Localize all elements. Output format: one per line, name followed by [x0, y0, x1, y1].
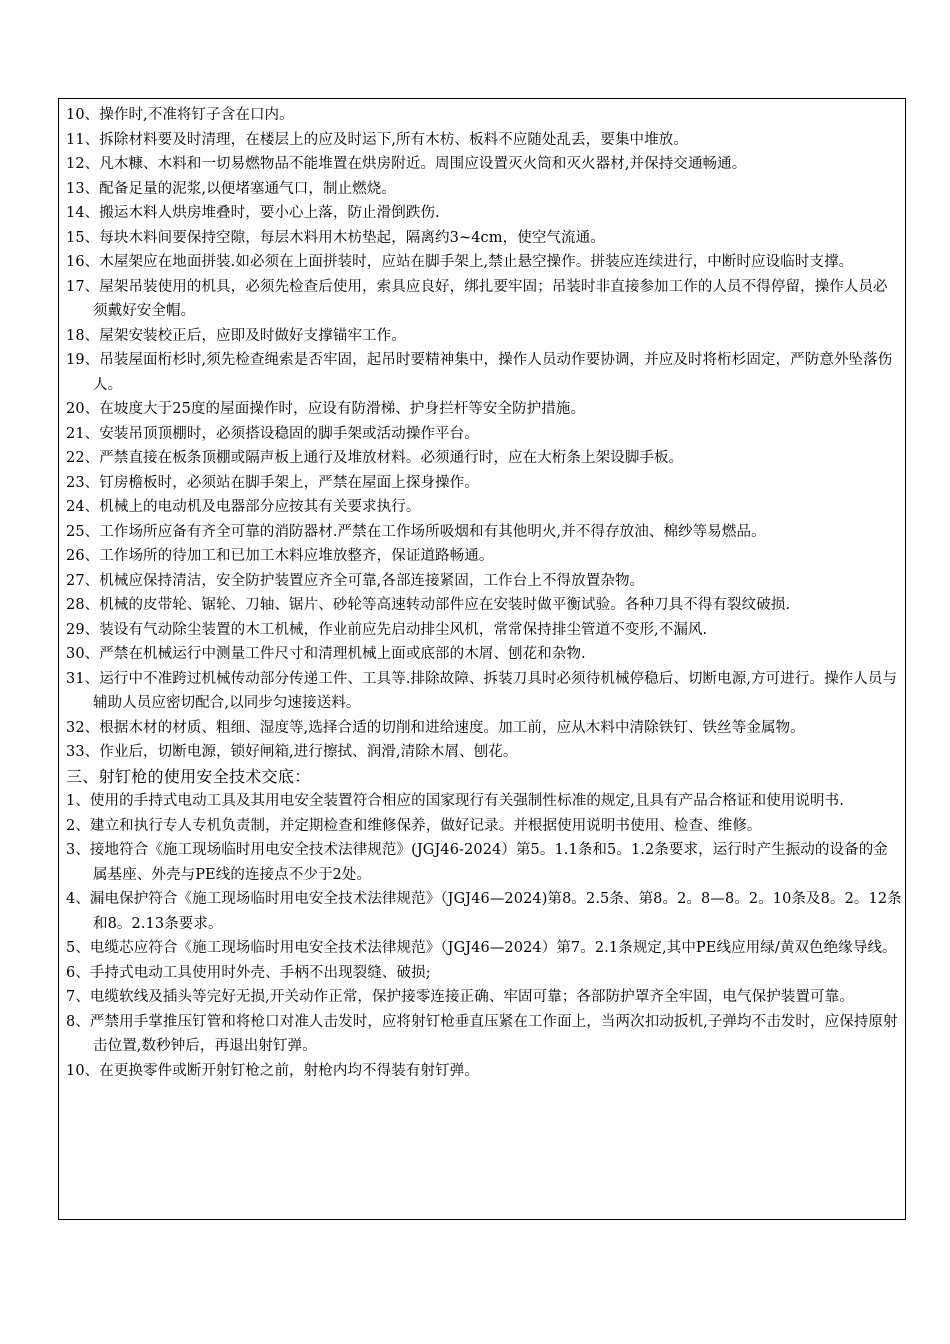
list-item: 29、装设有气动除尘装置的木工机械，作业前应先启动排尘风机，常常保持排尘管道不变形,不漏风. [66, 621, 708, 638]
list-item: 1、使用的手持式电动工具及其用电安全装置符合相应的国家现行有关强制性标准的规定,且具有产品合格证和使用说明书. [66, 793, 844, 809]
list-item: 20、在坡度大于25度的屋面操作时，应设有防滑梯、护身拦杆等安全防护措施。 [66, 401, 586, 417]
list-item: 17、屋架吊装使用的机具，必须先检查后使用，索具应良好，绑扎要牢固；吊装时非直接参加工作的人员不得停留，操作人员必须戴好安全帽。 [66, 278, 888, 319]
list-item: 13、配备足量的泥浆,以便堵塞通气口，制止燃烧。 [66, 180, 396, 197]
list-item: 14、搬运木料人烘房堆叠时，要小心上落，防止滑倒跌伤. [66, 205, 440, 221]
list-item: 19、吊装屋面桁杉时,须先检查绳索是否牢固，起吊时要精神集中，操作人员动作要协调，并应及时将桁杉固定，严防意外坠落伤人。 [66, 352, 893, 393]
list-item: 5、电缆芯应符合《施工现场临时用电安全技术法律规范》（JGJ46—2024）第7。2.1条规定,其中PE线应用绿/黄双色绝缘导线。 [66, 940, 897, 956]
list-item: 28、机械的皮带轮、锯轮、刀轴、锯片、砂轮等高速转动部件应在安装时做平衡试验。各种刀具不得有裂纹破损. [66, 597, 791, 613]
list-item: 25、工作场所应备有齐全可靠的消防器材.严禁在工作场所吸烟和有其他明火,并不得存放油、棉纱等易燃品。 [66, 523, 766, 540]
list-item: 23、钉房檐板时，必须站在脚手架上，严禁在屋面上探身操作。 [66, 474, 479, 491]
list-item: 10、操作时,不准将钉子含在口内。 [66, 107, 294, 123]
section-heading: 三、射钉枪的使用安全技术交底： [66, 766, 311, 786]
list-item: 16、木屋架应在地面拼装.如必须在上面拼装时，应站在脚手架上,禁止悬空操作。拼装应连续进行，中断时应设临时支撑。 [66, 254, 854, 270]
list-item: 2、建立和执行专人专机负责制，并定期检查和维修保养，做好记录。并根据使用说明书使用、检查、维修。 [66, 817, 762, 834]
list-item: 32、根据木材的材质、粗细、湿度等,选择合适的切削和进给速度。加工前，应从木料中清除铁钉、铁丝等金属物。 [66, 719, 805, 736]
list-item: 11、拆除材料要及时清理，在楼层上的应及时运下,所有木枋、板料不应随处乱丢，要集中堆放。 [66, 131, 688, 148]
list-item: 4、漏电保护符合《施工现场临时用电安全技术法律规范》（JGJ46—2024)第8。2.5条、第8。2。8—8。2。10条及8。2。12条和8。2.13条要求。 [66, 891, 902, 932]
list-item: 31、运行中不准跨过机械传动部分传递工件、工具等.排除故障、拆装刀具时必须待机械停稳后、切断电源,方可进行。操作人员与辅助人员应密切配合,以同步匀速接送料。 [66, 670, 898, 711]
list-item: 22、严禁直接在板条顶棚或隔声板上通行及堆放材料。必须通行时，应在大桁条上架设脚手板。 [66, 450, 684, 466]
list-item: 8、严禁用手掌推压钉管和将枪口对准人击发时，应将射钉枪垂直压紧在工作面上，当两次扣动扳机,子弹均不击发时，应保持原射击位置,数秒钟后，再退出射钉弹。 [66, 1013, 898, 1054]
list-item: 21、安装吊顶顶棚时，必须搭设稳固的脚手架或活动操作平台。 [66, 425, 479, 442]
list-item: 7、电缆软线及插头等完好无损,开关动作正常，保护接零连接正确、牢固可靠；各部防护罩齐全牢固，电气保护装置可靠。 [66, 989, 854, 1005]
list-item: 3、接地符合《施工现场临时用电安全技术法律规范》(JGJ46-2024）第5。1.1条和5。1.2条要求，运行时产生振动的设备的金属基座、外壳与PE线的连接点不少于2处。 [66, 842, 888, 883]
list-item: 15、每块木料间要保持空隙，每层木料用木枋垫起，隔离约3~4cm，使空气流通。 [66, 229, 605, 246]
list-item: 24、机械上的电动机及电器部分应按其有关要求执行。 [66, 499, 421, 515]
list-item: 10、在更换零件或断开射钉枪之前，射枪内均不得装有射钉弹。 [66, 1062, 479, 1079]
list-item: 6、手持式电动工具使用时外壳、手柄不出现裂缝、破损; [66, 964, 431, 981]
list-item: 30、严禁在机械运行中测量工件尺寸和清理机械上面或底部的木屑、刨花和杂物. [66, 646, 586, 662]
list-item: 18、屋架安装校正后，应即及时做好支撑锚牢工作。 [66, 327, 406, 344]
list-item: 26、工作场所的待加工和已加工木料应堆放整齐，保证道路畅通。 [66, 548, 494, 564]
list-item: 33、作业后，切断电源，锁好闸箱,进行擦拭、润滑,清除木屑、刨花。 [66, 744, 518, 760]
list-item: 12、凡木糠、木料和一切易燃物品不能堆置在烘房附近。周围应设置灭火筒和灭火器材,并保持交通畅通。 [66, 156, 747, 172]
document-body [66, 103, 902, 1083]
list-item: 27、机械应保持清洁，安全防护装置应齐全可靠,各部连接紧固，工作台上不得放置杂物。 [66, 572, 645, 589]
